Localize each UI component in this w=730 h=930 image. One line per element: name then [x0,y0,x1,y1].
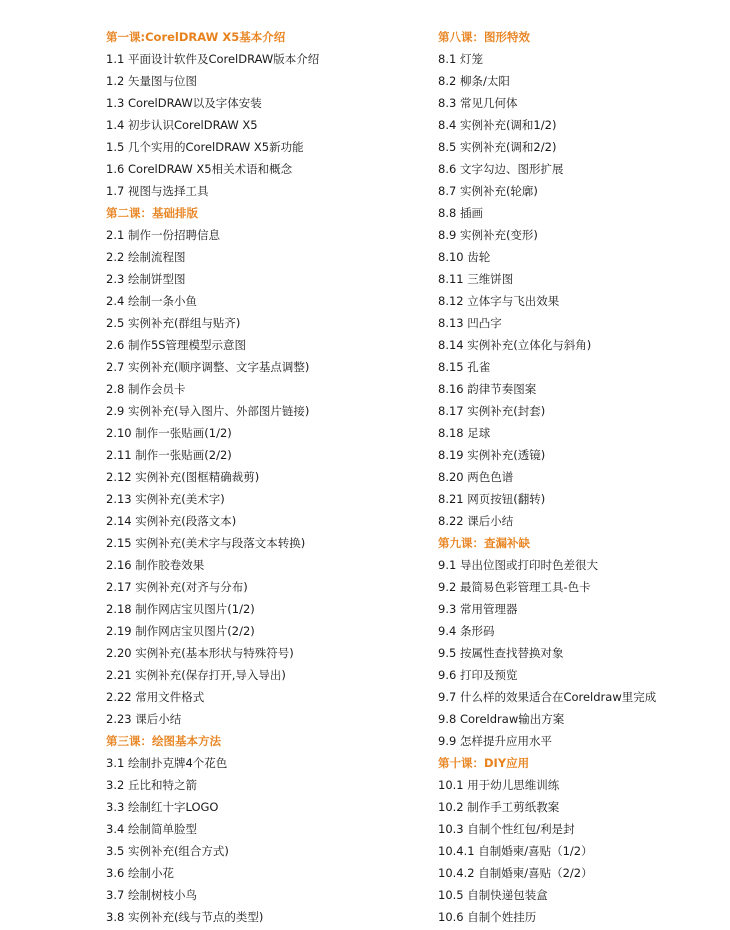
lesson-item: 2.2 绘制流程图 [106,250,186,264]
lesson-item: 9.4 条形码 [438,624,495,638]
lesson-item: 1.6 CorelDRAW X5相关术语和概念 [106,162,293,176]
lesson-item: 9.7 什么样的效果适合在Coreldraw里完成 [438,690,657,704]
lesson-item: 1.7 视图与选择工具 [106,184,209,198]
lesson-heading: 第三课：绘图基本方法 [106,734,221,748]
lesson-item: 2.6 制作5S管理模型示意图 [106,338,247,352]
lesson-item: 8.8 插画 [438,206,483,220]
lesson-item: 1.3 CorelDRAW以及字体安装 [106,96,262,110]
lesson-item: 3.3 绘制红十字LOGO [106,800,219,814]
lesson-heading: 第十课：DIY应用 [438,756,530,770]
lesson-item: 1.2 矢量图与位图 [106,74,197,88]
lesson-item: 1.1 平面设计软件及CorelDRAW版本介绍 [106,52,320,66]
lesson-item: 10.5 自制快递包装盒 [438,888,548,902]
lesson-item: 8.14 实例补充(立体化与斜角) [438,338,592,352]
lesson-item: 3.7 绘制树枝小鸟 [106,888,197,902]
lesson-item: 8.17 实例补充(封套) [438,404,546,418]
lesson-item: 2.3 绘制饼型图 [106,272,186,286]
lesson-item: 2.13 实例补充(美术字) [106,492,225,506]
lesson-item: 8.6 文字勾边、图形扩展 [438,162,564,176]
lesson-item: 10.1 用于幼儿思维训练 [438,778,560,792]
lesson-item: 2.14 实例补充(段落文本) [106,514,237,528]
lesson-item: 9.5 按属性查找替换对象 [438,646,564,660]
lesson-item: 9.2 最简易色彩管理工具-色卡 [438,580,591,594]
lesson-item: 2.7 实例补充(顺序调整、文字基点调整) [106,360,310,374]
lesson-item: 9.3 常用管理器 [438,602,518,616]
lesson-item: 8.3 常见几何体 [438,96,518,110]
lesson-item: 8.2 柳条/太阳 [438,74,510,88]
lesson-item: 10.2 制作手工剪纸教案 [438,800,560,814]
lesson-item: 2.23 课后小结 [106,712,182,726]
lesson-item: 2.15 实例补充(美术字与段落文本转换) [106,536,306,550]
right-column [438,26,730,928]
lesson-heading: 第一课:CorelDRAW X5基本介绍 [106,30,286,44]
lesson-item: 2.12 实例补充(图框精确裁剪) [106,470,260,484]
lesson-item: 2.21 实例补充(保存打开,导入导出) [106,668,286,682]
lesson-item: 2.22 常用文件格式 [106,690,205,704]
lesson-item: 9.6 打印及预览 [438,668,518,682]
lesson-item: 10.4.2 自制婚柬/喜贴（2/2） [438,866,593,880]
lesson-heading: 第九课：查漏补缺 [438,536,530,550]
lesson-item: 3.1 绘制扑克牌4个花色 [106,756,228,770]
lesson-heading: 第二课：基础排版 [106,206,198,220]
lesson-item: 2.1 制作一份招聘信息 [106,228,220,242]
lesson-item: 8.1 灯笼 [438,52,483,66]
lesson-heading: 第八课：图形特效 [438,30,530,44]
lesson-item: 2.17 实例补充(对齐与分布) [106,580,248,594]
lesson-item: 2.18 制作网店宝贝图片(1/2) [106,602,255,616]
lesson-item: 2.9 实例补充(导入图片、外部图片链接) [106,404,310,418]
lesson-item: 8.20 两色色谱 [438,470,514,484]
lesson-item: 10.4.1 自制婚柬/喜贴（1/2） [438,844,593,858]
lesson-item: 3.2 丘比和特之箭 [106,778,197,792]
left-column [106,26,436,928]
lesson-item: 9.8 Coreldraw输出方案 [438,712,565,726]
lesson-item: 8.21 网页按钮(翻转) [438,492,546,506]
lesson-item: 8.11 三维饼图 [438,272,514,286]
lesson-item: 9.1 导出位图或打印时色差很大 [438,558,598,572]
lesson-item: 1.4 初步认识CorelDRAW X5 [106,118,258,132]
lesson-item: 8.16 韵律节奏图案 [438,382,537,396]
lesson-item: 3.8 实例补充(线与节点的类型) [106,910,264,924]
lesson-item: 10.3 自制个性红包/利是封 [438,822,575,836]
lesson-item: 3.5 实例补充(组合方式) [106,844,229,858]
lesson-item: 10.6 自制个姓挂历 [438,910,537,924]
lesson-item: 1.5 几个实用的CorelDRAW X5新功能 [106,140,304,154]
lesson-item: 2.10 制作一张贴画(1/2) [106,426,232,440]
lesson-item: 8.9 实例补充(变形) [438,228,538,242]
lesson-item: 2.19 制作网店宝贝图片(2/2) [106,624,255,638]
lesson-item: 8.19 实例补充(透镜) [438,448,546,462]
lesson-item: 2.4 绘制一条小鱼 [106,294,197,308]
lesson-item: 3.4 绘制简单脸型 [106,822,197,836]
lesson-item: 3.6 绘制小花 [106,866,174,880]
lesson-item: 2.11 制作一张贴画(2/2) [106,448,232,462]
lesson-item: 8.7 实例补充(轮廓) [438,184,538,198]
lesson-item: 9.9 怎样提升应用水平 [438,734,552,748]
lesson-item: 8.22 课后小结 [438,514,514,528]
lesson-item: 8.12 立体字与飞出效果 [438,294,560,308]
lesson-item: 8.5 实例补充(调和2/2) [438,140,557,154]
lesson-item: 2.16 制作胶卷效果 [106,558,205,572]
lesson-item: 2.5 实例补充(群组与贴齐) [106,316,241,330]
lesson-item: 8.15 孔雀 [438,360,491,374]
lesson-item: 8.10 齿轮 [438,250,491,264]
lesson-item: 2.20 实例补充(基本形状与特殊符号) [106,646,294,660]
lesson-item: 2.8 制作会员卡 [106,382,186,396]
lesson-item: 8.18 足球 [438,426,491,440]
lesson-item: 8.4 实例补充(调和1/2) [438,118,557,132]
lesson-item: 8.13 凹凸字 [438,316,502,330]
